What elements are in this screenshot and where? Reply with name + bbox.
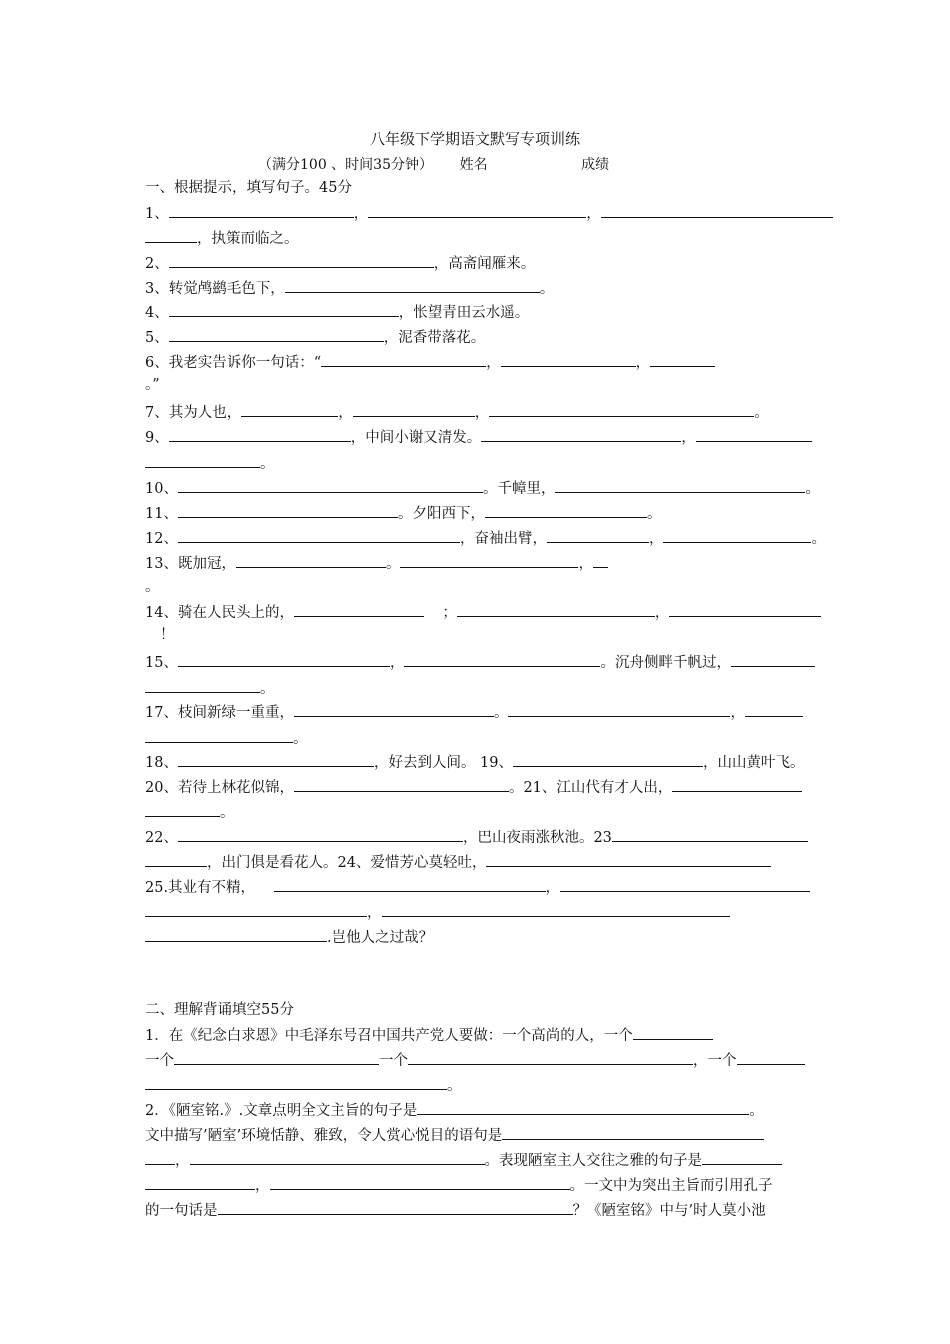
question-25 bbox=[145, 877, 810, 898]
blank[interactable] bbox=[178, 528, 460, 543]
punct: 。 bbox=[385, 556, 401, 572]
punct: 。 bbox=[447, 1078, 462, 1094]
punct: 。 bbox=[260, 681, 275, 697]
question-3 bbox=[145, 278, 554, 299]
question-6 bbox=[145, 352, 715, 373]
punct: ， bbox=[338, 405, 353, 421]
blank[interactable] bbox=[601, 203, 833, 218]
q2-label: 2、 bbox=[145, 256, 169, 272]
s2-q1-c: ，一个 bbox=[693, 1053, 737, 1069]
question-1 bbox=[145, 203, 833, 224]
blank[interactable] bbox=[174, 1050, 379, 1065]
q15-label: 15、 bbox=[145, 655, 178, 671]
blank[interactable] bbox=[696, 427, 812, 442]
blank[interactable] bbox=[737, 1050, 805, 1065]
blank[interactable] bbox=[650, 352, 715, 367]
blank[interactable] bbox=[508, 702, 730, 717]
blank[interactable] bbox=[612, 827, 808, 842]
blank[interactable] bbox=[169, 327, 384, 342]
blank[interactable] bbox=[731, 652, 815, 667]
q15-text: 。沉舟侧畔千帆过， bbox=[600, 655, 731, 671]
blank[interactable] bbox=[190, 1150, 485, 1165]
punct: ， bbox=[586, 206, 601, 222]
s2-q1-a: 一个 bbox=[145, 1053, 174, 1069]
question-23-24 bbox=[145, 852, 771, 873]
blank[interactable] bbox=[169, 302, 399, 317]
blank[interactable] bbox=[218, 1200, 573, 1215]
blank[interactable] bbox=[178, 827, 463, 842]
question-4 bbox=[145, 302, 529, 323]
blank[interactable] bbox=[145, 728, 293, 743]
question-15-cont bbox=[145, 678, 275, 699]
s2-q2-c: 。表现陋室主人交往之雅的句子是 bbox=[484, 1153, 702, 1169]
q5-text: ，泥香带落花。 bbox=[383, 330, 486, 346]
blank[interactable] bbox=[178, 752, 374, 767]
punct: ， bbox=[175, 1153, 190, 1169]
q18-label: 18、 bbox=[145, 755, 178, 771]
blank[interactable] bbox=[368, 203, 586, 218]
question-14: 14、骑在人民头上的， ； ， bbox=[145, 602, 821, 623]
punct: ， bbox=[730, 705, 745, 721]
q9-text: ，中间小谢又清发。 bbox=[350, 430, 482, 446]
question-12 bbox=[145, 528, 826, 549]
punct: ， bbox=[474, 405, 490, 421]
question-17 bbox=[145, 702, 803, 723]
s2-question-1 bbox=[145, 1025, 713, 1046]
q14-text: 14、骑在人民头上的， bbox=[145, 605, 294, 621]
punct: 。 bbox=[493, 705, 509, 721]
blank[interactable] bbox=[169, 203, 354, 218]
s2-q1-b: 一个 bbox=[379, 1053, 408, 1069]
blank[interactable] bbox=[672, 777, 802, 792]
punct: ， bbox=[635, 355, 651, 371]
blank[interactable] bbox=[513, 752, 703, 767]
punct: 。 bbox=[539, 281, 555, 297]
question-13-end: 。 bbox=[145, 579, 160, 595]
punct: ， bbox=[654, 605, 670, 621]
s2-q1-text: 1．在《纪念白求恩》中毛泽东号召中国共产党人要做：一个高尚的人，一个 bbox=[145, 1028, 633, 1044]
s2-question-2-b bbox=[145, 1125, 764, 1146]
punct: ， bbox=[255, 1178, 270, 1194]
q3-text: 3、转觉鸬鹚毛色下， bbox=[145, 281, 285, 297]
blank[interactable] bbox=[274, 877, 546, 892]
q12-text: ，奋袖出臂， bbox=[459, 531, 547, 547]
q25-end-text: .岂他人之过哉？ bbox=[327, 930, 434, 946]
q4-text: ，怅望青田云水遥。 bbox=[398, 305, 530, 321]
blank[interactable] bbox=[294, 602, 424, 617]
s2-q2-f: ？《陋室铭》中与’时人莫小池 bbox=[572, 1203, 766, 1219]
s2-q2-d: 。一文中为突出主旨而引用孔子 bbox=[569, 1178, 773, 1194]
blank[interactable] bbox=[145, 1075, 447, 1090]
q4-label: 4、 bbox=[145, 305, 169, 321]
blank[interactable] bbox=[178, 503, 398, 518]
question-25-end bbox=[145, 927, 433, 948]
s2-question-2-e bbox=[145, 1200, 766, 1221]
punct: ， bbox=[367, 905, 382, 921]
blank[interactable] bbox=[145, 678, 260, 693]
question-1-cont bbox=[145, 228, 299, 249]
punct: 。 bbox=[646, 506, 662, 522]
blank[interactable] bbox=[400, 553, 578, 568]
question-25-cont bbox=[145, 902, 730, 923]
q17-text: 17、枝间新绿一重重， bbox=[145, 705, 294, 721]
s2-question-2-d bbox=[145, 1175, 773, 1196]
question-7 bbox=[145, 402, 769, 423]
blank[interactable] bbox=[457, 602, 655, 617]
question-9 bbox=[145, 427, 812, 448]
q2-text: ，高斋闻雁来。 bbox=[433, 256, 536, 272]
blank[interactable] bbox=[270, 1175, 570, 1190]
question-15 bbox=[145, 652, 815, 673]
punct: 。 bbox=[749, 1103, 764, 1119]
punct: ， bbox=[486, 355, 501, 371]
punct: 。 bbox=[811, 531, 826, 547]
q24-text: ，出门俱是看花人。24、爱惜芳心莫轻吐， bbox=[207, 855, 487, 871]
blank[interactable] bbox=[485, 503, 647, 518]
punct: ， bbox=[648, 531, 664, 547]
q11-text: 。夕阳西下， bbox=[397, 506, 485, 522]
question-14-end: ！ bbox=[160, 627, 175, 643]
blank[interactable] bbox=[169, 427, 351, 442]
question-11 bbox=[145, 503, 661, 524]
s2-q2-text: 2．《陋室铭.》.文章点明全文主旨的句子是 bbox=[145, 1103, 418, 1119]
punct: 。 bbox=[220, 805, 235, 821]
q1-label: 1、 bbox=[145, 206, 169, 222]
blank[interactable] bbox=[145, 852, 207, 867]
s2-question-2 bbox=[145, 1100, 764, 1121]
q5-label: 5、 bbox=[145, 330, 169, 346]
blank[interactable] bbox=[236, 553, 386, 568]
blank[interactable] bbox=[353, 402, 475, 417]
punct: 。 bbox=[805, 481, 820, 497]
blank[interactable] bbox=[663, 528, 811, 543]
q1-text: ，执策而临之。 bbox=[197, 231, 299, 247]
blank[interactable] bbox=[501, 352, 636, 367]
q22-label: 22、 bbox=[145, 830, 178, 846]
q20-text: 20、若待上林花似锦， bbox=[145, 780, 294, 796]
blank[interactable] bbox=[145, 453, 260, 468]
blank[interactable] bbox=[145, 1150, 175, 1165]
q18-text: ，好去到人间。 19、 bbox=[373, 755, 514, 771]
q13-text: 13、既加冠， bbox=[145, 556, 236, 572]
section2-heading: 二、理解背诵填空55分 bbox=[145, 1002, 294, 1018]
s2-q2-e: 的一句话是 bbox=[145, 1203, 218, 1219]
q22-text: ，巴山夜雨涨秋池。23 bbox=[462, 830, 612, 846]
question-9-cont bbox=[145, 453, 275, 474]
blank[interactable] bbox=[702, 1150, 782, 1165]
blank[interactable] bbox=[145, 1175, 255, 1190]
blank[interactable] bbox=[593, 553, 608, 568]
blank[interactable] bbox=[745, 702, 803, 717]
s2-question-1-end bbox=[145, 1075, 462, 1096]
punct: 。 bbox=[293, 731, 308, 747]
punct: ， bbox=[681, 430, 696, 446]
blank[interactable] bbox=[321, 352, 486, 367]
subtitle: （满分100 、时间35分钟） 姓名 成绩 bbox=[258, 157, 610, 173]
q10-label: 10、 bbox=[145, 481, 178, 497]
question-6-end: 。” bbox=[145, 377, 160, 393]
q21-text: 。21、江山代有才人出， bbox=[508, 780, 673, 796]
question-5 bbox=[145, 327, 485, 348]
q10-text: 。千幛里， bbox=[482, 481, 556, 497]
q7-text: 7、其为人也， bbox=[145, 405, 242, 421]
blank[interactable] bbox=[502, 1125, 764, 1140]
blank[interactable] bbox=[169, 253, 434, 268]
page-title: 八年级下学期语文默写专项训练 bbox=[369, 130, 580, 148]
punct: ， bbox=[545, 880, 560, 896]
blank[interactable] bbox=[560, 877, 810, 892]
punct: ， bbox=[353, 206, 369, 222]
question-17-cont bbox=[145, 728, 308, 749]
q11-label: 11、 bbox=[145, 506, 178, 522]
s2-question-2-c bbox=[145, 1150, 782, 1171]
blank[interactable] bbox=[178, 478, 483, 493]
q19-text: ，山山黄叶飞。 bbox=[703, 755, 805, 771]
blank[interactable] bbox=[294, 777, 509, 792]
s2-question-1-cont bbox=[145, 1050, 805, 1071]
question-21-cont bbox=[145, 802, 235, 823]
blank[interactable] bbox=[408, 1050, 693, 1065]
punct: ， bbox=[389, 655, 405, 671]
blank[interactable] bbox=[547, 528, 649, 543]
blank[interactable] bbox=[404, 652, 600, 667]
punct: 。 bbox=[754, 405, 769, 421]
blank[interactable] bbox=[145, 902, 367, 917]
question-18-19 bbox=[145, 752, 805, 773]
question-2 bbox=[145, 253, 535, 274]
punct: 。 bbox=[260, 456, 275, 472]
question-20-21 bbox=[145, 777, 802, 798]
blank[interactable] bbox=[481, 427, 681, 442]
section1-heading: 一、根据提示，填写句子。45分 bbox=[145, 180, 352, 196]
blank[interactable] bbox=[241, 402, 338, 417]
q6-text: 6、我老实告诉你一句话：“ bbox=[145, 355, 322, 371]
blank[interactable] bbox=[417, 1100, 749, 1115]
question-13 bbox=[145, 553, 608, 574]
s2-q2-b: 文中描写’陋室’环境恬静、雅致，令人赏心悦目的语句是 bbox=[145, 1128, 503, 1144]
blank[interactable] bbox=[178, 652, 390, 667]
punct: ， bbox=[578, 556, 593, 572]
q12-label: 12、 bbox=[145, 531, 178, 547]
blank[interactable] bbox=[382, 902, 730, 917]
question-22-23 bbox=[145, 827, 808, 848]
blank[interactable] bbox=[145, 927, 327, 942]
blank[interactable] bbox=[145, 228, 197, 243]
blank[interactable] bbox=[669, 602, 821, 617]
blank[interactable] bbox=[294, 702, 494, 717]
blank[interactable] bbox=[486, 852, 771, 867]
blank[interactable] bbox=[633, 1025, 713, 1040]
blank[interactable] bbox=[555, 478, 805, 493]
blank[interactable] bbox=[285, 278, 540, 293]
question-10 bbox=[145, 478, 820, 499]
q9-label: 9、 bbox=[145, 430, 169, 446]
blank[interactable] bbox=[145, 802, 220, 817]
q25-text: 25.其业有不精， bbox=[145, 880, 256, 896]
blank[interactable] bbox=[489, 402, 754, 417]
